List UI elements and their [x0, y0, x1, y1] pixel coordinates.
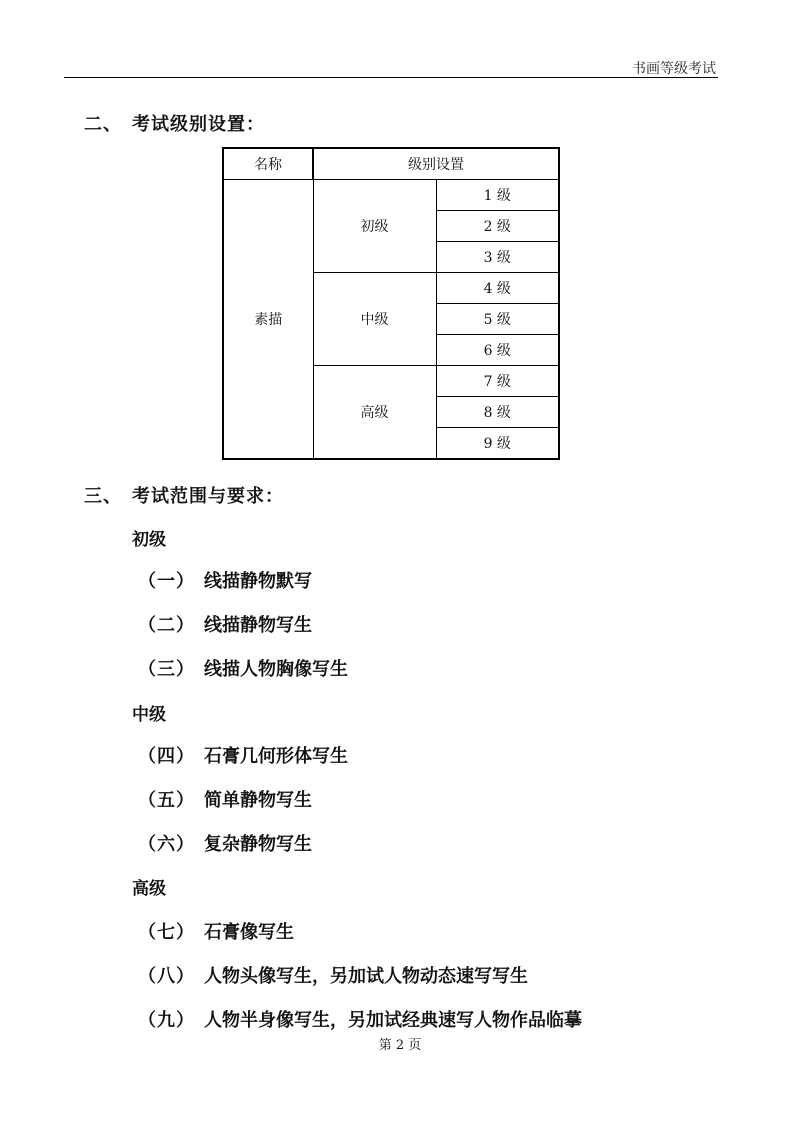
item-index: （九） [138, 1010, 195, 1031]
level-cell: 8 级 [436, 397, 559, 428]
section-heading-levels [84, 110, 265, 136]
list-item [138, 567, 312, 593]
level-cell: 3 级 [436, 242, 559, 273]
subject-cell: 素描 [223, 180, 313, 460]
section-title: 考试级别设置： [132, 114, 265, 135]
item-index: （一） [138, 571, 195, 592]
list-item [138, 655, 348, 681]
table-header-cell: 级别设置 [313, 148, 559, 180]
level-heading-intermediate: 中级 [132, 705, 166, 725]
group-cell: 中级 [313, 273, 436, 366]
level-cell: 4 级 [436, 273, 559, 304]
level-heading-advanced: 高级 [132, 879, 166, 899]
table-row [223, 180, 559, 211]
item-text: 线描人物胸像写生 [204, 659, 348, 680]
item-text: 石膏像写生 [204, 922, 294, 943]
item-text: 石膏几何形体写生 [204, 746, 348, 767]
list-item [138, 962, 528, 988]
section-title: 考试范围与要求： [132, 486, 284, 507]
list-item [138, 786, 312, 812]
item-index: （八） [138, 966, 195, 987]
level-heading-beginner: 初级 [132, 530, 166, 550]
item-text: 人物头像写生，另加试人物动态速写写生 [204, 966, 528, 987]
item-text: 人物半身像写生，另加试经典速写人物作品临摹 [204, 1010, 582, 1031]
header-rule [64, 77, 718, 78]
section-number: 二、 [84, 114, 122, 135]
item-index: （五） [138, 790, 195, 811]
list-item [138, 830, 312, 856]
item-text: 复杂静物写生 [204, 834, 312, 855]
item-text: 线描静物写生 [204, 615, 312, 636]
table-header-row [223, 148, 559, 180]
item-index: （七） [138, 922, 195, 943]
section-heading-scope [84, 482, 284, 508]
item-index: （六） [138, 834, 195, 855]
level-cell: 6 级 [436, 335, 559, 366]
group-cell: 初级 [313, 180, 436, 273]
item-text: 简单静物写生 [204, 790, 312, 811]
item-index: （三） [138, 659, 195, 680]
item-text: 线描静物默写 [204, 571, 312, 592]
list-item [138, 742, 348, 768]
group-cell: 高级 [313, 366, 436, 460]
list-item [138, 1006, 582, 1032]
item-index: （四） [138, 746, 195, 767]
level-cell: 7 级 [436, 366, 559, 397]
page-number: 第 2 页 [378, 1038, 422, 1053]
item-index: （二） [138, 615, 195, 636]
level-cell: 9 级 [436, 428, 559, 460]
level-cell: 1 级 [436, 180, 559, 211]
level-table [222, 147, 560, 460]
table-header-cell: 名称 [223, 148, 313, 180]
level-cell: 2 级 [436, 211, 559, 242]
list-item [138, 918, 294, 944]
running-header: 书画等级考试 [632, 61, 716, 77]
section-number: 三、 [84, 486, 122, 507]
list-item [138, 611, 312, 637]
level-cell: 5 级 [436, 304, 559, 335]
